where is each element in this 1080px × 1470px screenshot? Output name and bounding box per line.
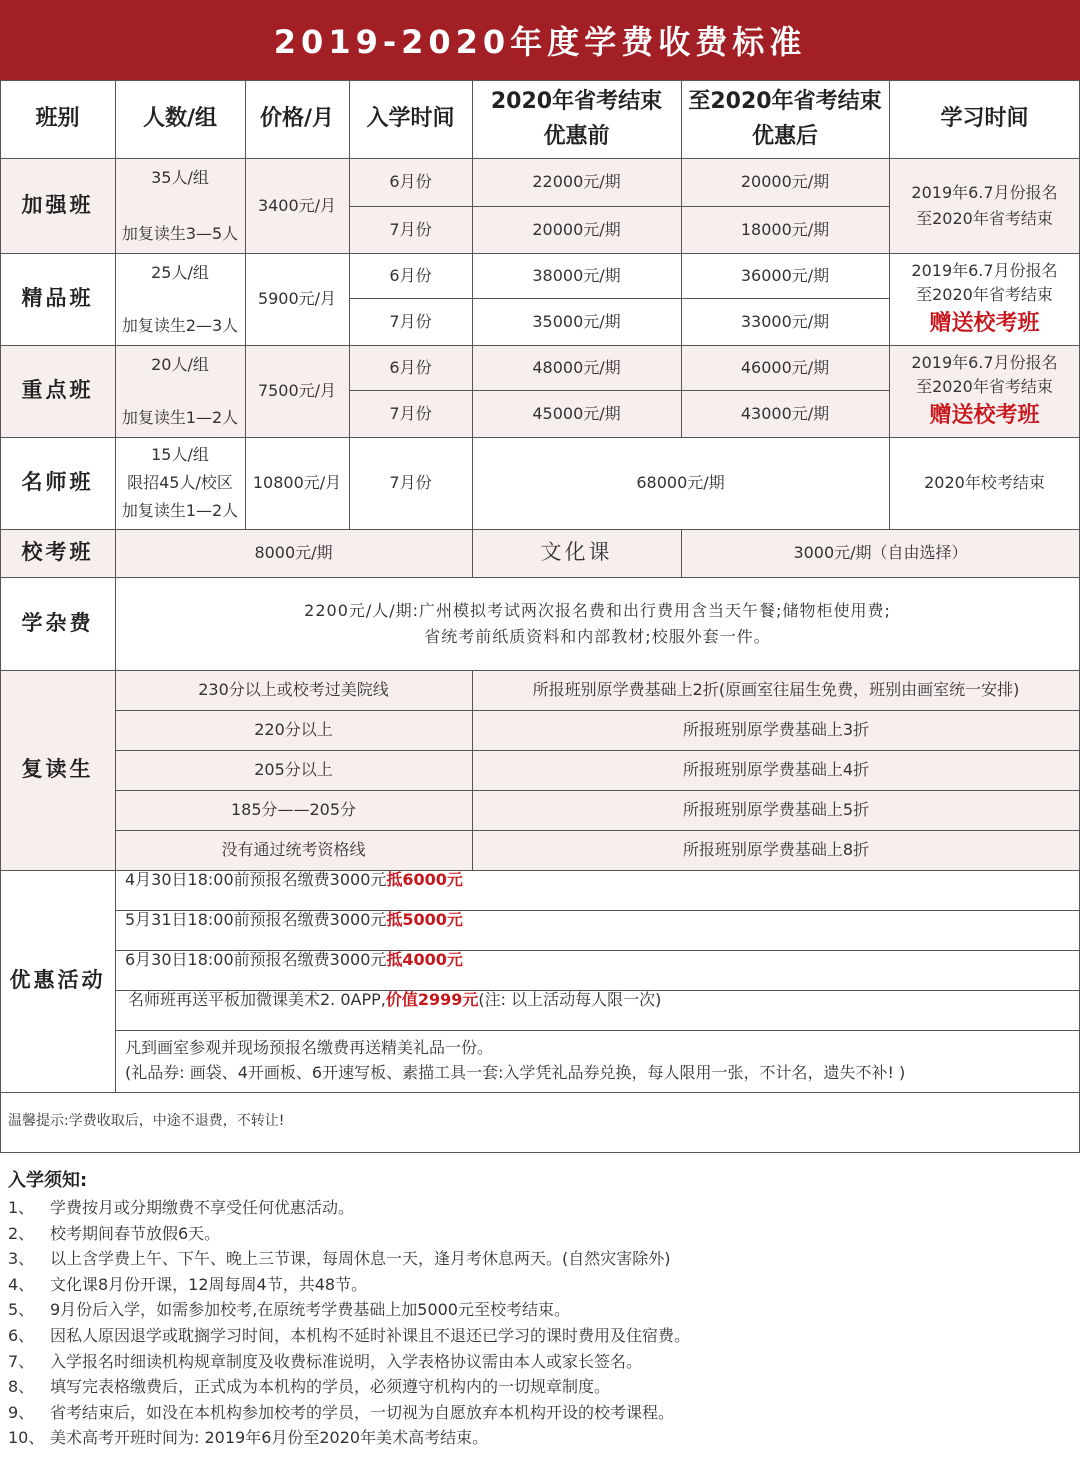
fee-before-cell: 35000元/期 (532, 311, 621, 331)
misc-fee-label: 学杂费 (21, 610, 94, 635)
promo-item (115, 950, 1080, 990)
fee-after-cell: 43000元/期 (681, 390, 889, 437)
group-jiaqiang (115, 158, 245, 253)
study-line: 至2020年省考结束 (916, 284, 1053, 304)
notice-text: 以上含学费上午、下午、晚上三节课，每周休息一天，逢月考休息两天。(自然灾害除外) (50, 1249, 671, 1269)
class-name-jiaqiang: 加强班 (0, 158, 115, 253)
repeat-condition: 220分以上 (115, 710, 472, 750)
group-repeat: 加复读生1—2人 (121, 407, 239, 427)
class-name-jingpin: 精品班 (21, 286, 94, 311)
fee-before-cell: 45000元/期 (472, 390, 681, 437)
culture-course-fee: 3000元/期（自由选择） (681, 529, 1080, 577)
study-line: 2019年6.7月份报名 (911, 260, 1058, 280)
class-name-zhongdian: 重点班 (0, 345, 115, 437)
warm-tip: 温馨提示:学费收取后，中途不退费，不转让! (8, 1113, 285, 1129)
notice-number: 1、 (8, 1198, 35, 1217)
notice-item (8, 1323, 1072, 1349)
promo-gift (115, 1030, 1080, 1092)
group-mingshi (115, 437, 245, 529)
repeat-discount: 所报班别原学费基础上8折 (472, 830, 1080, 870)
header-before-line1: 2020年省考结束 (490, 88, 663, 114)
price-mingshi: 10800元/月 (252, 473, 342, 493)
promo-text: 名师班再送平板加微课美术2. 0APP, (128, 990, 386, 1009)
month-cell: 7月份 (349, 206, 472, 253)
month-cell: 7月份 (389, 311, 432, 331)
header-group: 人数/组 (142, 106, 218, 132)
group-size: 20人/组 (151, 355, 209, 374)
study-line: 2019年6.7月份报名 (911, 352, 1058, 372)
fee-after-cell: 46000元/期 (681, 345, 889, 390)
promo-note: (注: 以上活动每人限一次) (478, 990, 662, 1009)
study-line: 至2020年省考结束 (916, 376, 1053, 396)
promo-highlight: 抵5000元 (386, 910, 463, 929)
notice-item (8, 1349, 1072, 1375)
notice-item (8, 1425, 1072, 1451)
fee-after-cell: 33000元/期 (740, 311, 830, 331)
gift-badge: 赠送校考班 (929, 310, 1040, 336)
month-cell: 6月份 (389, 265, 432, 285)
fee-after-cell: 20000元/期 (681, 158, 889, 206)
notice-item (8, 1221, 1072, 1247)
promo-text: 4月30日18:00前预报名缴费3000元 (125, 870, 387, 889)
notice-text: 校考期间春节放假6天。 (50, 1223, 221, 1243)
promo-highlight: 抵4000元 (386, 950, 463, 969)
promo-item (115, 870, 1080, 910)
study-jiaqiang (889, 158, 1080, 253)
repeat-condition: 230分以上或校考过美院线 (115, 670, 472, 710)
header-before (472, 80, 681, 158)
notice-title: 入学须知: (8, 1170, 88, 1191)
fee-xiaokao: 8000元/期 (115, 529, 472, 577)
misc-fee-content (115, 577, 1080, 670)
group-repeat: 加复读生3—5人 (121, 223, 239, 243)
promo-text: 5月31日18:00前预报名缴费3000元 (125, 910, 387, 929)
enrollment-notice (8, 1166, 1072, 1451)
promo-item (115, 910, 1080, 950)
repeat-condition: 185分——205分 (115, 790, 472, 830)
notice-number: 3、 (8, 1249, 35, 1269)
study-line: 2019年6.7月份报名 (911, 182, 1058, 202)
header-before-line2: 优惠前 (543, 124, 610, 149)
header-class: 班别 (35, 106, 80, 132)
notice-text: 入学报名时细读机构规章制度及收费标准说明，入学表格协议需由本人或家长签名。 (50, 1351, 643, 1371)
study-zhongdian (889, 345, 1080, 437)
price-jiaqiang: 3400元/月 (245, 158, 349, 253)
group-size: 35人/组 (151, 168, 209, 187)
repeat-student-label: 复读生 (0, 670, 115, 870)
misc-line: 2200元/人/期:广州模拟考试两次报名费和出行费用含当天午餐;储物柜使用费; (304, 600, 891, 620)
notice-text: 因私人原因退学或耽搁学习时间，本机构不延时补课且不退还已学习的课时费用及住宿费。 (50, 1325, 691, 1345)
notice-text: 填写完表格缴费后，正式成为本机构的学员，必须遵守机构内的一切规章制度。 (50, 1377, 611, 1397)
study-line: 至2020年省考结束 (916, 208, 1053, 228)
repeat-discount: 所报班别原学费基础上4折 (472, 750, 1080, 790)
promo-highlight: 价值2999元 (385, 990, 479, 1009)
fee-before-cell: 22000元/期 (472, 158, 681, 206)
notice-number: 6、 (8, 1325, 35, 1345)
repeat-condition: 没有通过统考资格线 (115, 830, 472, 870)
promo-gift-line: 凡到画室参观并现场预报名缴费再送精美礼品一份。 (125, 1038, 494, 1058)
notice-text: 9月份后入学，如需参加校考,在原统考学费基础上加5000元至校考结束。 (50, 1300, 570, 1320)
notice-number: 9、 (8, 1402, 35, 1422)
notice-text: 省考结束后，如没在本机构参加校考的学员，一切视为自愿放弃本机构开设的校考课程。 (50, 1402, 675, 1422)
month-cell: 6月份 (349, 158, 472, 206)
month-cell: 7月份 (389, 473, 432, 493)
group-size: 15人/组 (151, 445, 209, 464)
repeat-discount: 所报班别原学费基础上2折(原画室往届生免费，班别由画室统一安排) (472, 670, 1080, 710)
header-price: 价格/月 (259, 106, 335, 132)
study-jingpin (889, 253, 1080, 345)
notice-item (8, 1374, 1072, 1400)
promo-highlight: 抵6000元 (386, 870, 463, 889)
notice-number: 8、 (8, 1377, 35, 1397)
class-name-mingshi: 名师班 (21, 470, 94, 495)
notice-item (8, 1400, 1072, 1426)
misc-line: 省统考前纸质资料和内部教材;校服外套一件。 (424, 626, 771, 646)
notice-text: 美术高考开班时间为: 2019年6月份至2020年美术高考结束。 (50, 1428, 489, 1448)
notice-number: 2、 (8, 1223, 35, 1243)
month-cell: 6月份 (349, 345, 472, 390)
culture-course-label: 文化课 (472, 529, 681, 577)
header-start: 入学时间 (366, 106, 455, 132)
promo-label: 优惠活动 (9, 968, 106, 993)
notice-number: 10、 (8, 1428, 45, 1448)
group-limit: 限招45人/校区 (127, 473, 233, 492)
month-cell: 7月份 (349, 390, 472, 437)
group-repeat: 加复读生1—2人 (121, 501, 239, 520)
notice-number: 4、 (8, 1274, 35, 1294)
notice-text: 文化课8月份开课，12周每周4节，共48节。 (50, 1274, 368, 1294)
header-after (681, 80, 889, 158)
price-zhongdian: 7500元/月 (245, 345, 349, 437)
class-name-xiaokao: 校考班 (0, 529, 115, 577)
group-zhongdian (115, 345, 245, 437)
group-jingpin (115, 253, 245, 345)
repeat-discount: 所报班别原学费基础上5折 (472, 790, 1080, 830)
group-repeat: 加复读生2—3人 (121, 315, 239, 335)
notice-text: 学费按月或分期缴费不享受任何优惠活动。 (50, 1198, 355, 1217)
notice-item (8, 1297, 1072, 1323)
fee-before-cell: 38000元/期 (532, 265, 621, 285)
notice-number: 5、 (8, 1300, 35, 1320)
promo-tablet (115, 990, 1080, 1030)
notice-number: 7、 (8, 1351, 35, 1371)
fee-after-cell: 36000元/期 (740, 265, 830, 285)
page-title: 2019-2020年度学费收费标准 (0, 0, 1080, 80)
notice-item (8, 1246, 1072, 1272)
study-mingshi: 2020年校考结束 (924, 473, 1045, 493)
header-after-line1: 至2020年省考结束 (688, 88, 882, 114)
promo-gift-line: (礼品券: 画袋、4开画板、6开速写板、素描工具一套:入学凭礼品券兑换，每人限用一张，不计名，遗失不补! ) (125, 1063, 906, 1082)
price-jingpin: 5900元/月 (257, 289, 337, 309)
header-after-line2: 优惠后 (751, 124, 818, 149)
repeat-condition: 205分以上 (115, 750, 472, 790)
fee-before-cell: 20000元/期 (472, 206, 681, 253)
promo-text: 6月30日18:00前预报名缴费3000元 (125, 950, 387, 969)
group-size: 25人/组 (151, 263, 209, 282)
header-study: 学习时间 (940, 106, 1029, 132)
notice-item (8, 1195, 1072, 1221)
gift-badge: 赠送校考班 (929, 402, 1040, 428)
notice-item (8, 1272, 1072, 1298)
fee-before-cell: 48000元/期 (472, 345, 681, 390)
repeat-discount: 所报班别原学费基础上3折 (472, 710, 1080, 750)
fee-mingshi: 68000元/期 (636, 473, 725, 493)
fee-after-cell: 18000元/期 (681, 206, 889, 253)
